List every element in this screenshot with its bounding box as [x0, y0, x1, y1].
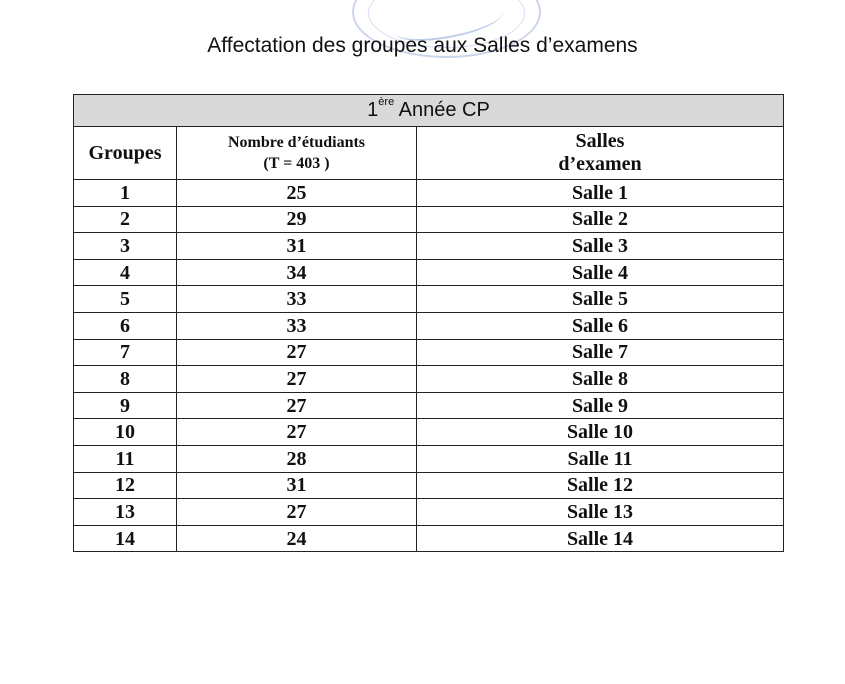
table-row [74, 366, 784, 393]
cell-nombre: 27 [177, 419, 417, 446]
cell-nombre: 27 [177, 339, 417, 366]
cell-salle: Salle 14 [417, 525, 784, 552]
cell-nombre: 34 [177, 259, 417, 286]
document-title: Affectation des groupes aux Salles d’examens [207, 34, 638, 57]
cell-groupe: 5 [74, 286, 177, 313]
cell-salle: Salle 12 [417, 472, 784, 499]
cell-groupe: 2 [74, 206, 177, 233]
cell-salle: Salle 8 [417, 366, 784, 393]
cell-nombre: 27 [177, 392, 417, 419]
table-row [74, 206, 784, 233]
header-groupes: Groupes [74, 127, 177, 180]
cell-groupe: 10 [74, 419, 177, 446]
header-nombre [177, 127, 417, 180]
cell-groupe: 1 [74, 180, 177, 207]
cell-salle: Salle 5 [417, 286, 784, 313]
cell-salle: Salle 13 [417, 499, 784, 526]
year-number: 1 [367, 99, 379, 121]
table-row [74, 419, 784, 446]
cell-groupe: 14 [74, 525, 177, 552]
cell-nombre: 31 [177, 472, 417, 499]
table-row [74, 525, 784, 552]
cell-salle: Salle 2 [417, 206, 784, 233]
cell-nombre: 33 [177, 286, 417, 313]
cell-nombre: 27 [177, 499, 417, 526]
year-suffix: ère [378, 96, 395, 109]
year-header-row [74, 95, 784, 127]
table-row [74, 312, 784, 339]
cell-salle: Salle 10 [417, 419, 784, 446]
cell-nombre: 33 [177, 312, 417, 339]
cell-nombre: 24 [177, 525, 417, 552]
cell-salle: Salle 3 [417, 233, 784, 260]
table-row [74, 339, 784, 366]
header-salles-line1: Salles [575, 130, 625, 152]
cell-nombre: 29 [177, 206, 417, 233]
column-header-row [74, 127, 784, 180]
table-row [74, 180, 784, 207]
cell-groupe: 8 [74, 366, 177, 393]
cell-salle: Salle 6 [417, 312, 784, 339]
table-row [74, 286, 784, 313]
cell-salle: Salle 9 [417, 392, 784, 419]
year-header [74, 95, 784, 127]
table-row [74, 445, 784, 472]
table-row [74, 233, 784, 260]
table-row [74, 472, 784, 499]
header-nombre-line2: (T = 403 ) [263, 155, 330, 172]
cell-groupe: 9 [74, 392, 177, 419]
cell-nombre: 31 [177, 233, 417, 260]
cell-groupe: 6 [74, 312, 177, 339]
cell-nombre: 28 [177, 445, 417, 472]
cell-groupe: 3 [74, 233, 177, 260]
cell-groupe: 11 [74, 445, 177, 472]
cell-salle: Salle 1 [417, 180, 784, 207]
cell-groupe: 4 [74, 259, 177, 286]
cell-salle: Salle 11 [417, 445, 784, 472]
table-row [74, 392, 784, 419]
table-row [74, 499, 784, 526]
header-salles-line2: d’examen [558, 153, 642, 175]
table-row [74, 259, 784, 286]
cell-nombre: 25 [177, 180, 417, 207]
cell-groupe: 7 [74, 339, 177, 366]
cell-groupe: 12 [74, 472, 177, 499]
header-nombre-line1: Nombre d’étudiants [227, 134, 366, 151]
exam-room-table [73, 94, 784, 552]
header-salles [417, 127, 784, 180]
cell-nombre: 27 [177, 366, 417, 393]
cell-salle: Salle 7 [417, 339, 784, 366]
cell-salle: Salle 4 [417, 259, 784, 286]
year-label: Année CP [398, 99, 490, 121]
cell-groupe: 13 [74, 499, 177, 526]
